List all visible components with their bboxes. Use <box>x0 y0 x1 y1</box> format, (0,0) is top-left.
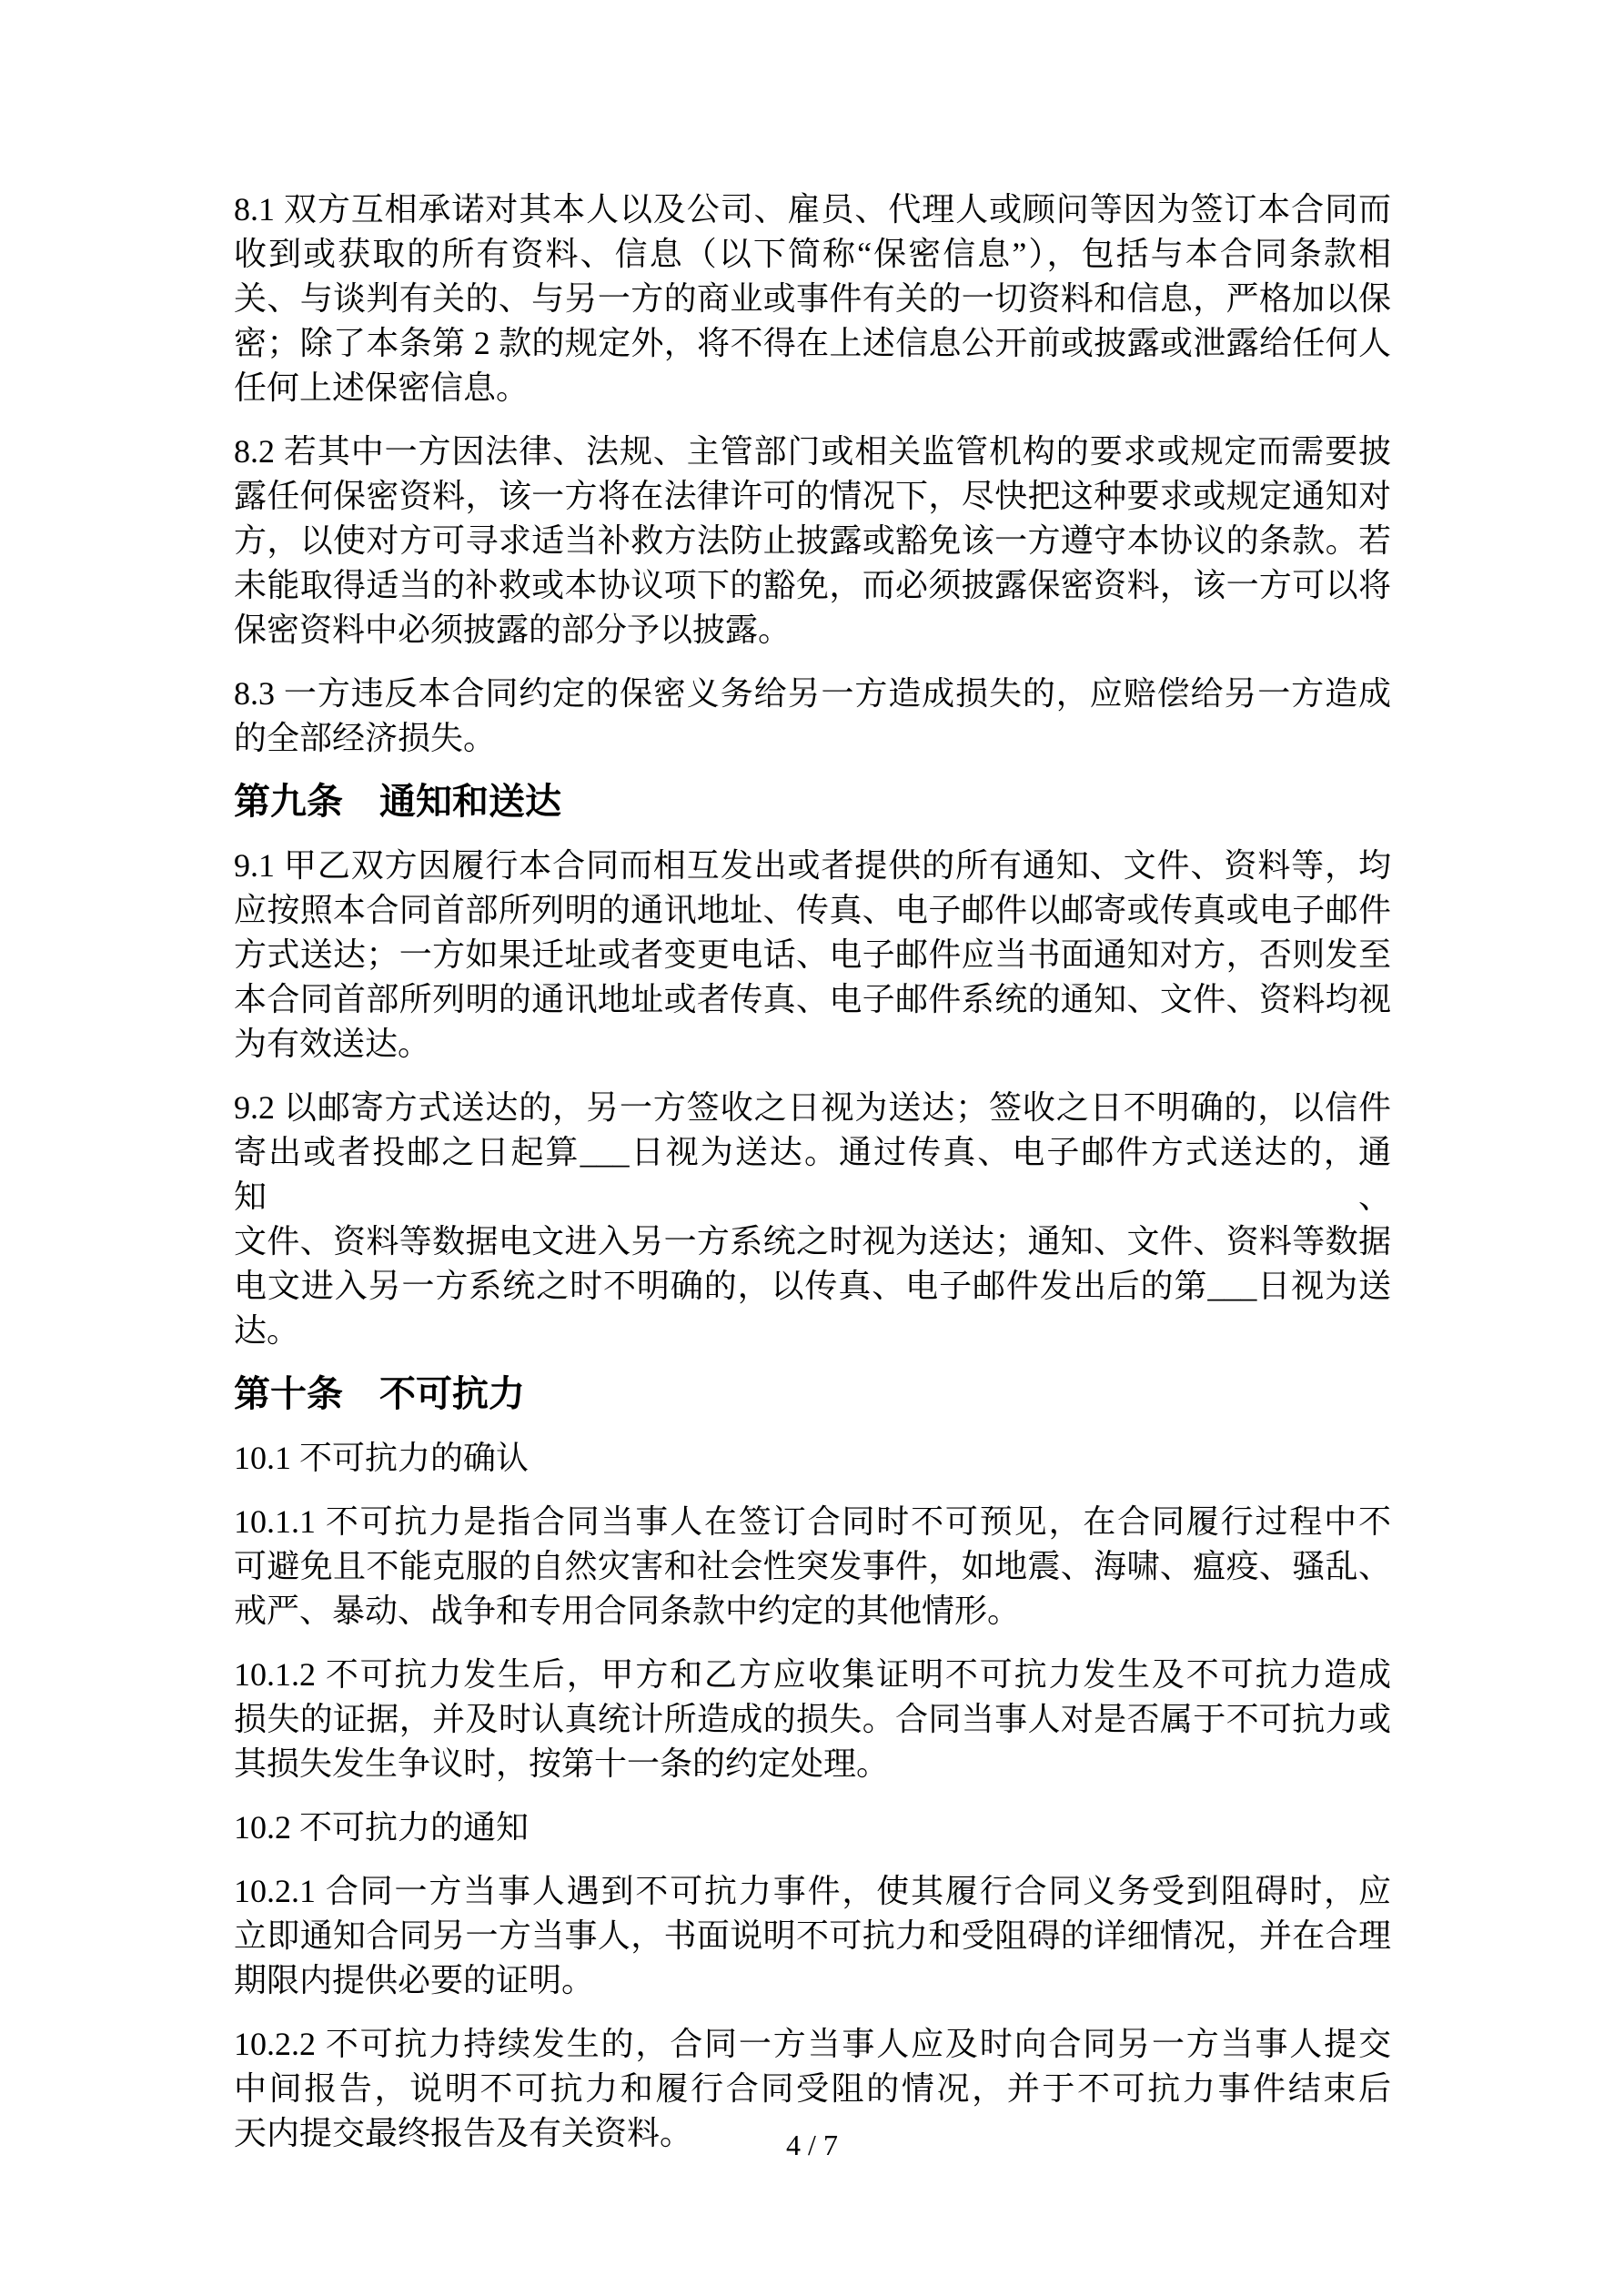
text-line: 8.3 一方违反本合同约定的保密义务给另一方造成损失的，应赔偿给另一方造成 <box>234 675 1391 712</box>
text-line: 10.2.1 合同一方当事人遇到不可抗力事件，使其履行合同义务受到阻碍时，应 <box>234 1873 1391 1909</box>
clause-paragraph-10-2-1 <box>234 1869 1391 2003</box>
clause-paragraph-10-1-1 <box>234 1500 1391 1633</box>
text-line: 方式送达；一方如果迁址或者变更电话、电子邮件应当书面通知对方，否则发至 <box>234 936 1391 973</box>
text-line: 任何上述保密信息。 <box>234 369 530 406</box>
text-line: 关、与谈判有关的、与另一方的商业或事件有关的一切资料和信息，严格加以保 <box>234 280 1391 317</box>
section-heading-article-10: 第十条 不可抗力 <box>234 1374 525 1414</box>
text-line: 中间报告，说明不可抗力和履行合同受阻的情况，并于不可抗力事件结束后 <box>234 2070 1391 2107</box>
clause-subheading-10-1: 10.1 不可抗力的确认 <box>234 1440 530 1476</box>
text-line: 可避免且不能克服的自然灾害和社会性突发事件，如地震、海啸、瘟疫、骚乱、 <box>234 1548 1391 1584</box>
text-line: 本合同首部所列明的通讯地址或者传真、电子邮件系统的通知、文件、资料均视 <box>234 981 1391 1017</box>
page-number: 4 / 7 <box>786 2129 838 2161</box>
clause-paragraph-9-2 <box>234 1086 1391 1353</box>
text-line: 期限内提供必要的证明。 <box>234 1962 595 1998</box>
text-line: 寄出或者投邮之日起算___日视为送达。通过传真、电子邮件方式送达的，通知、 <box>234 1134 1391 1215</box>
text-line: 未能取得适当的补救或本协议项下的豁免，而必须披露保密资料，该一方可以将 <box>234 567 1391 603</box>
clause-paragraph-8-2 <box>234 430 1391 652</box>
clause-subheading-10-2: 10.2 不可抗力的通知 <box>234 1809 530 1846</box>
clause-paragraph-10-1-2 <box>234 1653 1391 1786</box>
text-line: 密；除了本条第 2 款的规定外，将不得在上述信息公开前或披露或泄露给任何人 <box>234 325 1391 361</box>
text-line: 天内提交最终报告及有关资料。 <box>234 2115 693 2151</box>
text-line: 方，以使对方可寻求适当补救方法防止披露或豁免该一方遵守本协议的条款。若 <box>234 522 1391 559</box>
text-line: 8.2 若其中一方因法律、法规、主管部门或相关监管机构的要求或规定而需要披 <box>234 433 1391 470</box>
clause-paragraph-8-3 <box>234 672 1391 761</box>
text-line: 8.1 双方互相承诺对其本人以及公司、雇员、代理人或顾问等因为签订本合同而 <box>234 191 1391 228</box>
text-line: 立即通知合同另一方当事人，书面说明不可抗力和受阻碍的详细情况，并在合理 <box>234 1917 1391 1954</box>
text-line: 损失的证据，并及时认真统计所造成的损失。合同当事人对是否属于不可抗力或 <box>234 1701 1391 1737</box>
text-line: 达。 <box>234 1312 300 1349</box>
clause-paragraph-8-1 <box>234 187 1391 410</box>
text-line: 10.1.2 不可抗力发生后，甲方和乙方应收集证明不可抗力发生及不可抗力造成 <box>234 1656 1391 1693</box>
clause-paragraph-9-1 <box>234 844 1391 1067</box>
text-line: 电文进入另一方系统之时不明确的，以传真、电子邮件发出后的第___日视为送 <box>234 1268 1391 1304</box>
contract-body <box>234 187 1391 2175</box>
text-line: 9.1 甲乙双方因履行本合同而相互发出或者提供的所有通知、文件、资料等，均 <box>234 847 1391 884</box>
text-line: 露任何保密资料，该一方将在法律许可的情况下，尽快把这种要求或规定通知对 <box>234 478 1391 514</box>
text-line: 9.2 以邮寄方式送达的，另一方签收之日视为送达；签收之日不明确的，以信件 <box>234 1089 1391 1126</box>
text-line: 为有效送达。 <box>234 1026 431 1062</box>
text-line: 应按照本合同首部所列明的通讯地址、传真、电子邮件以邮寄或传真或电子邮件 <box>234 892 1391 928</box>
text-line: 戒严、暴动、战争和专用合同条款中约定的其他情形。 <box>234 1593 1021 1629</box>
text-line: 10.2.2 不可抗力持续发生的，合同一方当事人应及时向合同另一方当事人提交 <box>234 2026 1391 2062</box>
section-heading-article-9: 第九条 通知和送达 <box>234 782 561 822</box>
text-line: 其损失发生争议时，按第十一条的约定处理。 <box>234 1745 890 1782</box>
text-line: 保密资料中必须披露的部分予以披露。 <box>234 612 792 648</box>
text-line: 10.1.1 不可抗力是指合同当事人在签订合同时不可预见，在合同履行过程中不 <box>234 1503 1391 1540</box>
text-line: 收到或获取的所有资料、信息（以下简称“保密信息”），包括与本合同条款相 <box>234 236 1391 272</box>
text-line: 文件、资料等数据电文进入另一方系统之时视为送达；通知、文件、资料等数据 <box>234 1223 1391 1259</box>
text-line: 的全部经济损失。 <box>234 720 497 756</box>
